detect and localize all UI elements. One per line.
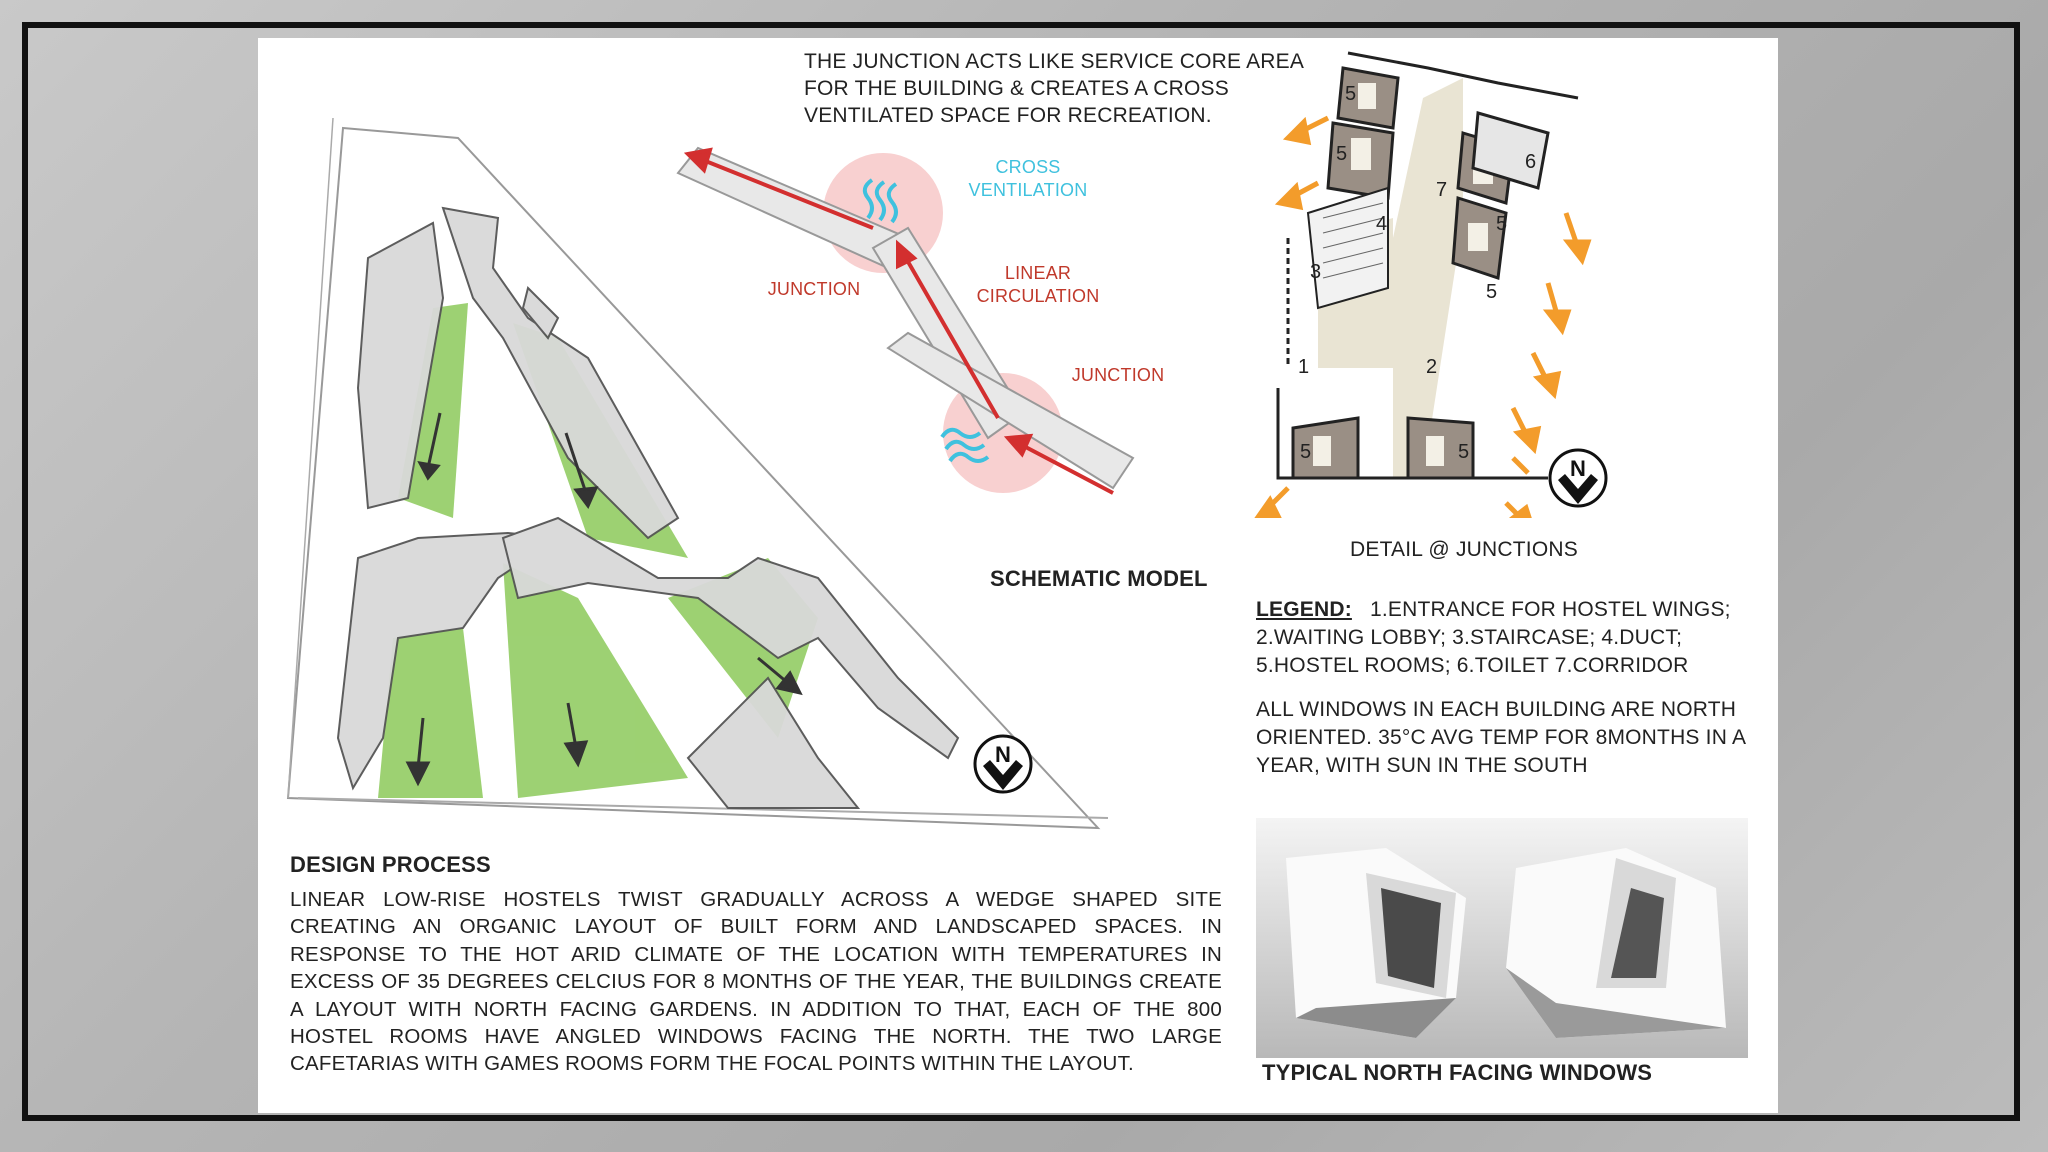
svg-text:7: 7 bbox=[1436, 179, 1448, 201]
svg-text:5: 5 bbox=[1458, 441, 1470, 463]
junction-label-left: JUNCTION bbox=[767, 279, 861, 299]
legend: LEGEND: 1.ENTRANCE FOR HOSTEL WINGS; 2.WAITING LOBBY; 3.STAIRCASE; 4.DUCT; 5.HOSTEL ROOMS; 6.TOILET 7.CORRIDOR bbox=[1256, 598, 1731, 677]
cross-ventilation-label: CROSS VENTILATION bbox=[968, 157, 1088, 200]
site-north-symbol bbox=[975, 736, 1031, 792]
svg-text:5: 5 bbox=[1496, 213, 1508, 235]
presentation-sheet bbox=[258, 38, 1778, 1113]
windows-orientation-note: ALL WINDOWS IN EACH BUILDING ARE NORTH ORIENTED. 35°C AVG TEMP FOR 8MONTHS IN A YEAR, WITH SUN IN THE SOUTH bbox=[1256, 698, 1746, 777]
north-windows-photo bbox=[1256, 818, 1748, 1058]
svg-text:2: 2 bbox=[1426, 356, 1438, 378]
detail-title: DETAIL @ JUNCTIONS bbox=[1350, 538, 1578, 561]
photo-caption: TYPICAL NORTH FACING WINDOWS bbox=[1262, 1060, 1653, 1085]
svg-text:5: 5 bbox=[1300, 441, 1312, 463]
svg-text:6: 6 bbox=[1525, 151, 1537, 173]
design-process-title: DESIGN PROCESS bbox=[290, 852, 491, 877]
junction-note: THE JUNCTION ACTS LIKE SERVICE CORE AREA FOR THE BUILDING & CREATES A CROSS VENTILATED SPACE FOR RECREATION. bbox=[804, 50, 1303, 127]
junction-label-right: JUNCTION bbox=[1071, 365, 1165, 385]
svg-text:4: 4 bbox=[1376, 213, 1388, 235]
svg-text:N: N bbox=[1570, 456, 1586, 481]
svg-text:1: 1 bbox=[1298, 356, 1310, 378]
schematic-model-title: SCHEMATIC MODEL bbox=[990, 566, 1208, 591]
svg-text:5: 5 bbox=[1336, 143, 1348, 165]
junction-detail-plan bbox=[1248, 38, 1748, 518]
svg-text:5: 5 bbox=[1486, 281, 1498, 303]
design-process-body: LINEAR LOW-RISE HOSTELS TWIST GRADUALLY ACROSS A WEDGE SHAPED SITE CREATING AN ORGANIC LAYOUT OF BUILT FORM AND LANDSCAPED SPACES. IN RESPONSE TO THE HOT ARID CLIMATE OF THE LOCATION WITH TEMPERATURES IN EXCESS OF 35 DEGREES CELCIUS FOR 8 MONTHS OF THE YEAR, THE BUILDINGS CREATE A LAYOUT WITH NORTH FACING GARDENS. IN ADDITION TO THAT, EACH OF THE 800 HOSTEL ROOMS HAVE ANGLED WINDOWS FACING THE NORTH. THE TWO LARGE CAFETARIAS WITH GAMES ROOMS FORM THE FOCAL POINTS WITHIN THE LAYOUT. bbox=[290, 888, 1222, 1076]
svg-text:N: N bbox=[995, 742, 1011, 767]
svg-text:3: 3 bbox=[1310, 261, 1322, 283]
linear-circulation-label: LINEAR CIRCULATION bbox=[976, 263, 1100, 306]
svg-text:5: 5 bbox=[1345, 83, 1357, 105]
detail-north-symbol bbox=[1550, 450, 1606, 506]
legend-heading: LEGEND: bbox=[1256, 598, 1352, 621]
